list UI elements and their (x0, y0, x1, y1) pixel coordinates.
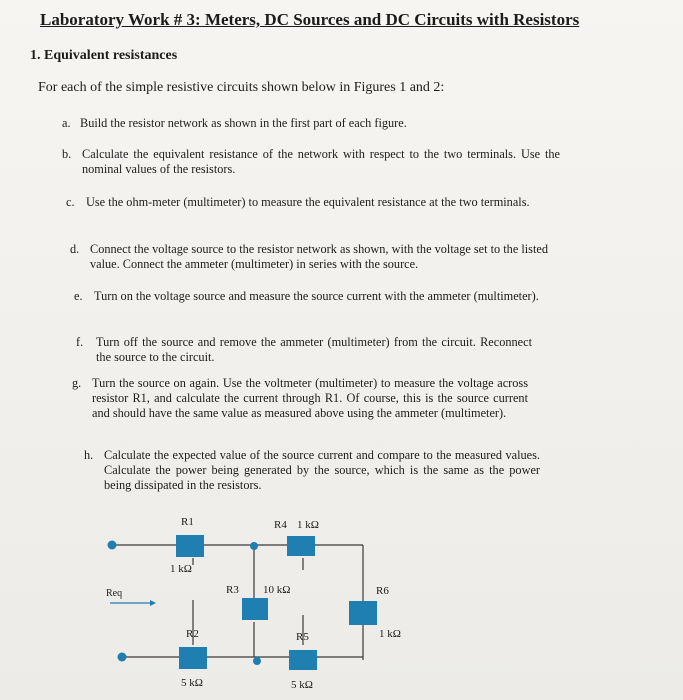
r1-label: R1 (181, 516, 194, 528)
resistor-r1 (176, 535, 204, 557)
r6-label: R6 (376, 585, 389, 597)
resistor-r4 (287, 536, 315, 556)
junction-node-top (250, 542, 258, 550)
r3-value: 10 kΩ (263, 584, 291, 596)
step-label: d. (70, 242, 80, 256)
step-label: h. (84, 448, 94, 462)
junction-node-bottom (253, 657, 261, 665)
terminal-top-node (108, 541, 117, 550)
req-label: Req (106, 588, 123, 599)
intro-text: For each of the simple resistive circuits shown below in Figures 1 and 2: (38, 80, 445, 95)
r2-value: 5 kΩ (181, 677, 203, 689)
step-text: Turn on the voltage source and measure the source current with the ammeter (multimeter). (94, 289, 539, 303)
step-text: Turn off the source and remove the ammeter (multimeter) from the circuit. Reconnect the source to the circuit. (96, 335, 532, 364)
r2-label: R2 (186, 628, 199, 640)
step-a (62, 116, 502, 132)
terminal-bottom-node (118, 653, 127, 662)
step-h (84, 448, 544, 496)
r6-value: 1 kΩ (379, 628, 401, 640)
circuit-diagram (0, 500, 683, 700)
r4-value: 1 kΩ (297, 519, 319, 531)
step-f (76, 335, 536, 367)
step-text: Calculate the expected value of the source current and compare to the measured values. Calculate the power being generated by the source, which is the same as the power being dissipated in the resistors. (104, 448, 540, 492)
step-d (70, 242, 550, 274)
r5-label: R5 (296, 631, 309, 643)
r4-label: R4 (274, 519, 287, 531)
step-label: a. (62, 116, 71, 130)
req-arrow-icon (110, 600, 156, 606)
r5-value: 5 kΩ (291, 679, 313, 691)
step-label: c. (66, 195, 75, 209)
step-g (72, 376, 532, 438)
step-text: Build the resistor network as shown in the first part of each figure. (80, 116, 407, 130)
step-label: f. (76, 335, 84, 349)
section-heading: 1. Equivalent resistances (30, 48, 178, 63)
r3-label: R3 (226, 584, 239, 596)
step-text: Connect the voltage source to the resistor network as shown, with the voltage set to the listed value. Connect the ammeter (multimeter) in series with the source. (90, 242, 548, 271)
r1-value: 1 kΩ (170, 563, 192, 575)
resistor-r3 (242, 598, 268, 620)
resistor-r2 (179, 647, 207, 669)
step-text: Turn the source on again. Use the voltmeter (multimeter) to measure the voltage across resistor R1, and calculate the current through R1. Of course, this is the source current and should have the same value as measured above using the ammeter (multimeter). (92, 376, 528, 420)
step-c (66, 195, 556, 227)
resistor-r5 (289, 650, 317, 670)
step-b (62, 147, 562, 179)
step-text: Calculate the equivalent resistance of the network with respect to the two terminals. Use the nominal values of the resistors. (82, 147, 560, 176)
step-label: b. (62, 147, 72, 161)
page-title: Laboratory Work # 3: Meters, DC Sources and DC Circuits with Resistors (40, 10, 580, 29)
step-e (74, 289, 549, 321)
step-label: e. (74, 289, 83, 303)
resistor-r6 (349, 601, 377, 625)
step-label: g. (72, 376, 82, 390)
step-text: Use the ohm-meter (multimeter) to measure the equivalent resistance at the two terminals. (86, 195, 530, 209)
